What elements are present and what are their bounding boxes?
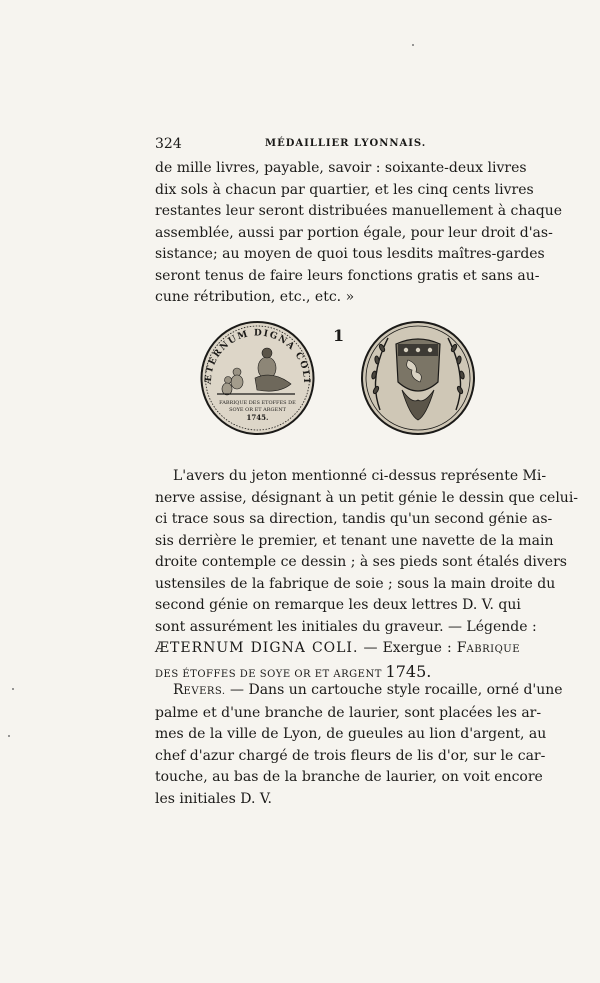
text-line: restantes leur seront distribuées manuellement à chaque [155, 203, 563, 219]
text-line: ci trace sous sa direction, tandis qu'un second génie as- [155, 511, 553, 527]
text-line: sis derrière le premier, et tenant une navette de la main [155, 532, 554, 549]
text-line: mes de la ville de Lyon, de gueules au lion d'argent, au [155, 726, 547, 742]
text-line: L'avers du jeton mentionné ci-dessus représente Mi- [173, 468, 547, 484]
paper-speck [12, 688, 14, 690]
text-line: palme et d'une branche de laurier, sont placées les ar- [155, 704, 542, 721]
legend-text: ÆTERNUM DIGNA COLI. [155, 640, 359, 656]
revers-text: — Dans un cartouche style rocaille, orné d'une [225, 682, 563, 698]
exergue-smallcaps: DES ÉTOFFES DE SOYE OR ET ARGENT [155, 668, 386, 680]
text-line: droite contemple ce dessin ; à ses pieds sont étalés divers [155, 554, 567, 570]
running-title: MÉDAILLIER LYONNAIS. [265, 138, 427, 149]
page-header [155, 136, 520, 154]
text-line: chef d'azur chargé de trois fleurs de lis d'or, sur le car- [155, 747, 546, 764]
revers-initial: R [173, 682, 184, 698]
legend-line [155, 638, 520, 661]
paragraph-obverse-description [155, 466, 579, 685]
text-line: second génie on remarque les deux lettres D. V. qui [155, 597, 521, 613]
text-line: seront tenus de faire leurs fonctions gratis et sans au- [155, 267, 540, 284]
exergue-label: — Exergue : [358, 640, 457, 656]
text-line: les initiales D. V. [155, 790, 272, 807]
text-line: dix sols à chacun par quartier, et les cinq cents livres [155, 181, 534, 198]
paragraph-reverse-description [155, 680, 563, 810]
text-line [155, 680, 563, 703]
exergue-line-1: FABRIQUE DES ETOFFES DE [219, 400, 296, 406]
exergue-year-text: 1745. [385, 661, 432, 681]
fabrique-initial: F [456, 640, 467, 656]
paragraph-quote-end [155, 158, 563, 309]
revers-smallcaps: EVERS. [183, 686, 226, 697]
text-line: assemblée, aussi par portion égale, pour leur droit d'as- [155, 224, 553, 241]
exergue-line-2: SOYE OR ET ARGENT [229, 407, 286, 413]
text-line: sistance; au moyen de quoi tous lesdits maîtres-gardes [155, 246, 545, 262]
fabrique-smallcaps: ABRIQUE [466, 644, 520, 655]
exergue-year: 1745. [246, 413, 269, 422]
figure-number: 1 [333, 326, 345, 345]
text-line: sont assurément les initiales du graveur. — Légende : [155, 618, 537, 635]
reverse-medal-illustration [358, 320, 478, 436]
page-number: 324 [155, 136, 182, 152]
text-line: touche, au bas de la branche de laurier, on voit encore [155, 769, 543, 785]
text-line: de mille livres, payable, savoir : soixante-deux livres [155, 160, 527, 176]
paper-speck [412, 44, 414, 46]
medal-figure [190, 320, 480, 440]
obverse-medal-illustration [195, 320, 320, 436]
text-line: cune rétribution, etc., etc. » [155, 289, 355, 305]
text-line: ustensiles de la fabrique de soie ; sous la main droite du [155, 575, 556, 592]
paper-speck [8, 735, 10, 737]
text-line: nerve assise, désignant à un petit génie le dessin que celui- [155, 489, 579, 506]
obverse-legend: ÆTERNUM DIGNA COLI [203, 328, 312, 385]
